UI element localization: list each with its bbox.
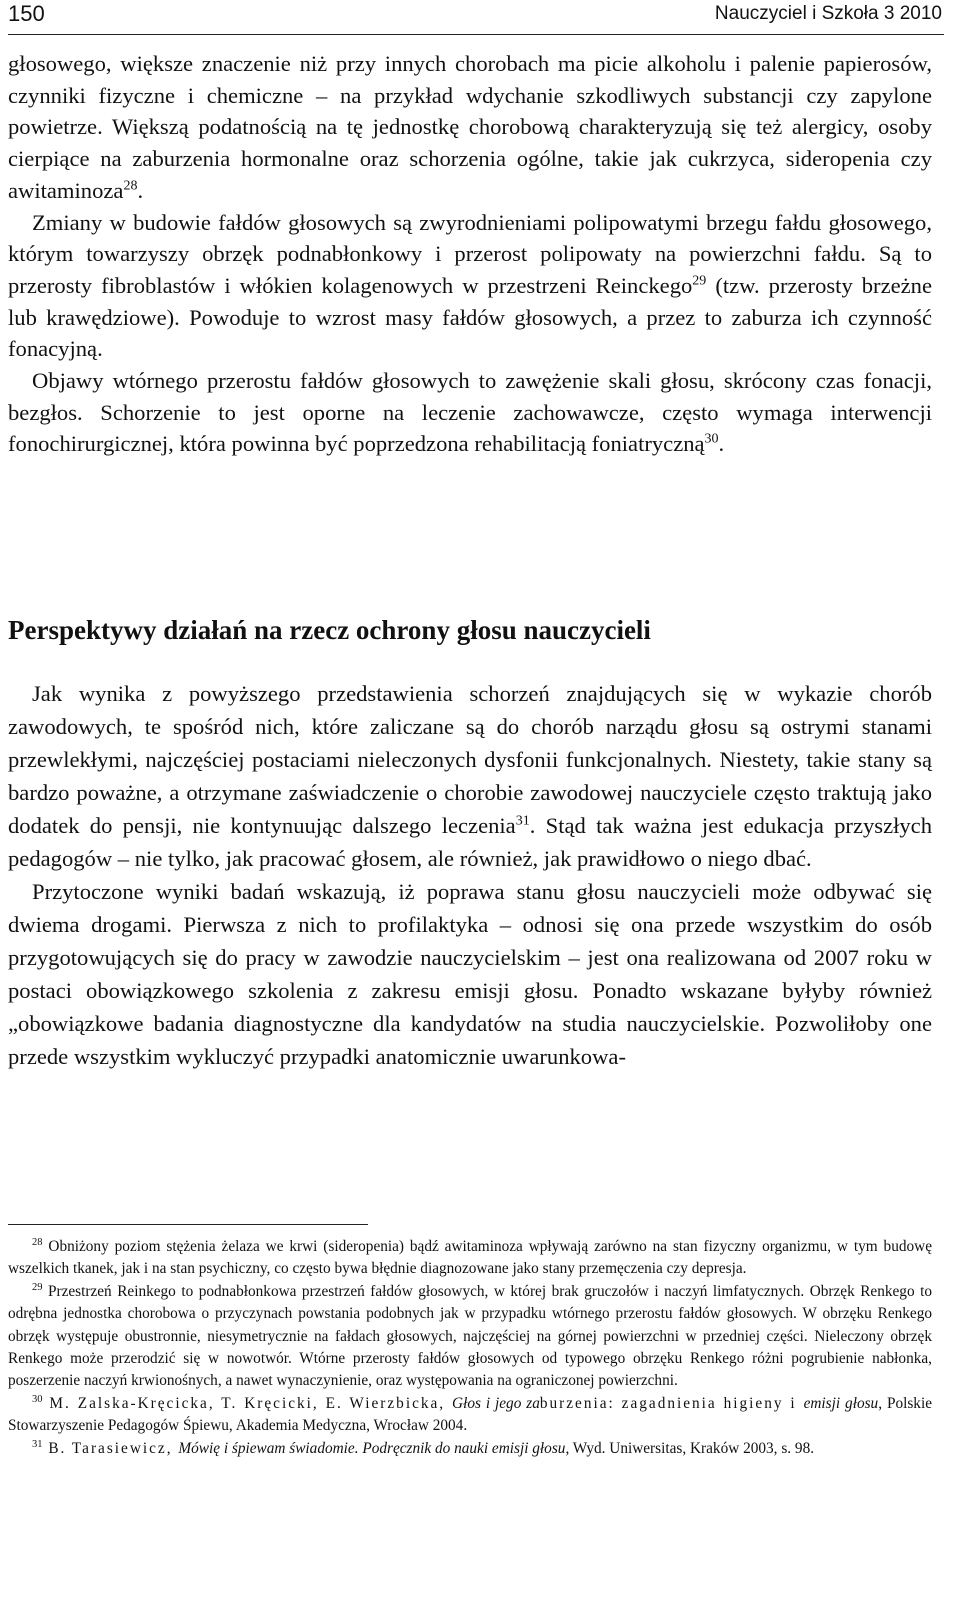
footnote-ref: 30 [704, 431, 719, 447]
running-title: Nauczyciel i Szkoła 3 2010 [714, 3, 942, 24]
footnote-29 [8, 1281, 932, 1393]
paragraph-text: . [137, 177, 144, 203]
paragraph [8, 875, 932, 1073]
footnote-ref: 31 [515, 813, 530, 829]
paragraph [8, 48, 932, 207]
paragraph-text: (tzw. przerosty brzeżne lub krawędziowe). Powoduje to wzrost masy fałdów głosowych, a przez to zaburza ich czynność fonacyjną. [8, 272, 932, 362]
footnote-number: 30 [32, 1393, 43, 1405]
footnote-text: , Wyd. Uniwersitas, Kraków 2003, s. 98. [565, 1439, 815, 1457]
body-text [8, 48, 932, 460]
footnote-ref: 29 [692, 273, 707, 289]
footnote-text: Obniżony poziom stężenia żelaza we krwi (sideropenia) bądź awitaminoza wpływają zarówno na stan fizyczny organizmu, w tym budowę wszelkich tkanek, jak i na stan psychiczny, co często bywa błędnie diagnozowane jako stany przemęczenia czy depresja. [8, 1238, 932, 1278]
footnote-title: burzenia: zagadnienia higieny i [539, 1394, 804, 1412]
footnote-title: Głos i jego za [452, 1394, 540, 1412]
footnote-title: emisji głosu [803, 1394, 879, 1412]
paragraph-text: Przytoczone wyniki badań wskazują, iż poprawa stanu głosu nauczycieli może odbywać się dwiema drogami. Pierwsza z nich to profilaktyka – odnosi się ona przede wszystkim do osób przygotowujących się do pracy w zawodzie nauczycielskim – jest ona realizowana od 2007 roku w postaci obowiązkowego szkolenia z zakresu emisji głosu. Ponadto wskazane byłyby również „obowiązkowe badania diagnostyczne dla kandydatów na studia nauczycielskie. Pozwoliłoby one przede wszystkim wykluczyć przypadki anatomicznie uwarunkowa- [8, 879, 932, 1069]
footnote-30 [8, 1393, 932, 1438]
footnotes [8, 1236, 932, 1460]
section-body [8, 677, 932, 1073]
paragraph [8, 677, 932, 875]
footnote-number: 31 [32, 1438, 43, 1450]
paragraph [8, 365, 932, 460]
paragraph-text: . Stąd tak ważna jest edukacja przyszłych pedagogów – nie tylko, jak pracować głosem, ale również, jak prawidłowo o niego dbać. [8, 813, 933, 871]
paragraph-text: głosowego, większe znaczenie niż przy innych chorobach ma picie alkoholu i palenie papierosów, czynniki fizyczne i chemiczne – na przykład wdychanie szkodliwych substancji czy zapylone powietrze. Większą podatnością na tę jednostkę chorobową charakteryzują się też alergicy, osoby cierpiące na zaburzenia hormonalne oraz schorzenia ogólne, takie jak cukrzyca, sideropenia czy awitaminoza [8, 51, 932, 203]
paragraph-text: . [718, 431, 725, 457]
footnote-28 [8, 1236, 932, 1281]
paragraph-text: Objawy wtórnego przerostu fałdów głosowych to zawężenie skali głosu, skrócony czas fonacji, bezgłos. Schorzenie to jest oporne na leczenie zachowawcze, często wymaga interwencji fonochirurgicznej, która powinna być poprzedzona rehabilitacją foniatryczną [8, 368, 932, 457]
footnote-title: Mówię i śpiewam świadomie. Podręcznik do nauki emisji głosu [178, 1439, 566, 1457]
footnote-ref: 28 [123, 178, 138, 194]
footnote-authors: M. Zalska-Kręcicka, T. Kręcicki, E. Wierzbicka, [42, 1394, 453, 1412]
page-header [8, 0, 944, 35]
footnote-authors: B. Tarasiewicz, [42, 1439, 179, 1457]
footnote-number: 29 [32, 1281, 43, 1293]
footnote-text: Przestrzeń Reinkego to podnabłonkowa przestrzeń fałdów głosowych, w której brak gruczołów i naczyń limfatycznych. Obrzęk Renkego to odrębna jednostka chorobowa o przyczynach powstania podobnych jak w przypadku wtórnego przerostu fałdów głosowych. W obrzęku Renkego obrzęk występuje obustronnie, niesymetrycznie na fałdach głosowych, najczęściej na górnej powierzchni w przedniej części. Nieleczony obrzęk Renkego może przerodzić się w nowotwór. Wtórne przerosty fałdów głosowych od typowego obrzęku Renkego różni pogrubienie nabłonka, poszerzenie naczyń krwionośnych, a nawet wynaczynienie, oraz występowania na ograniczonej powierzchni. [8, 1282, 932, 1390]
section-title: Perspektywy działań na rzecz ochrony głosu nauczycieli [8, 615, 651, 645]
footnote-number: 28 [32, 1236, 43, 1248]
footnote-31 [8, 1438, 932, 1460]
footnote-text: , Polskie Stowarzyszenie Pedagogów Śpiewu, Akademia Medyczna, Wrocław 2004. [8, 1394, 932, 1435]
paragraph-text: Zmiany w budowie fałdów głosowych są zwyrodnieniami polipowatymi brzegu fałdu głosowego, którym towarzyszy obrzęk podnabłonkowy i przerost polipowaty na powierzchni fałdu. Są to przerosty fibroblastów i włókien kolagenowych w przestrzeni Reinckego [8, 209, 932, 298]
paragraph-text: Jak wynika z powyższego przedstawienia schorzeń znajdujących się w wykazie chorób zawodowych, te spośród nich, które zaliczane są do chorób narządu głosu są ostrymi stanami przewlekłymi, najczęściej postaciami nieleczonych dysfonii funkcjonalnych. Niestety, takie stany są bardzo poważne, a otrzymane zaświadczenie o chorobie zawodowej nauczyciele często traktują jako dodatek do pensji, nie kontynuując dalszego leczenia [8, 681, 932, 838]
paragraph [8, 207, 932, 366]
page-number: 150 [8, 1, 45, 26]
footnote-divider [8, 1224, 368, 1225]
